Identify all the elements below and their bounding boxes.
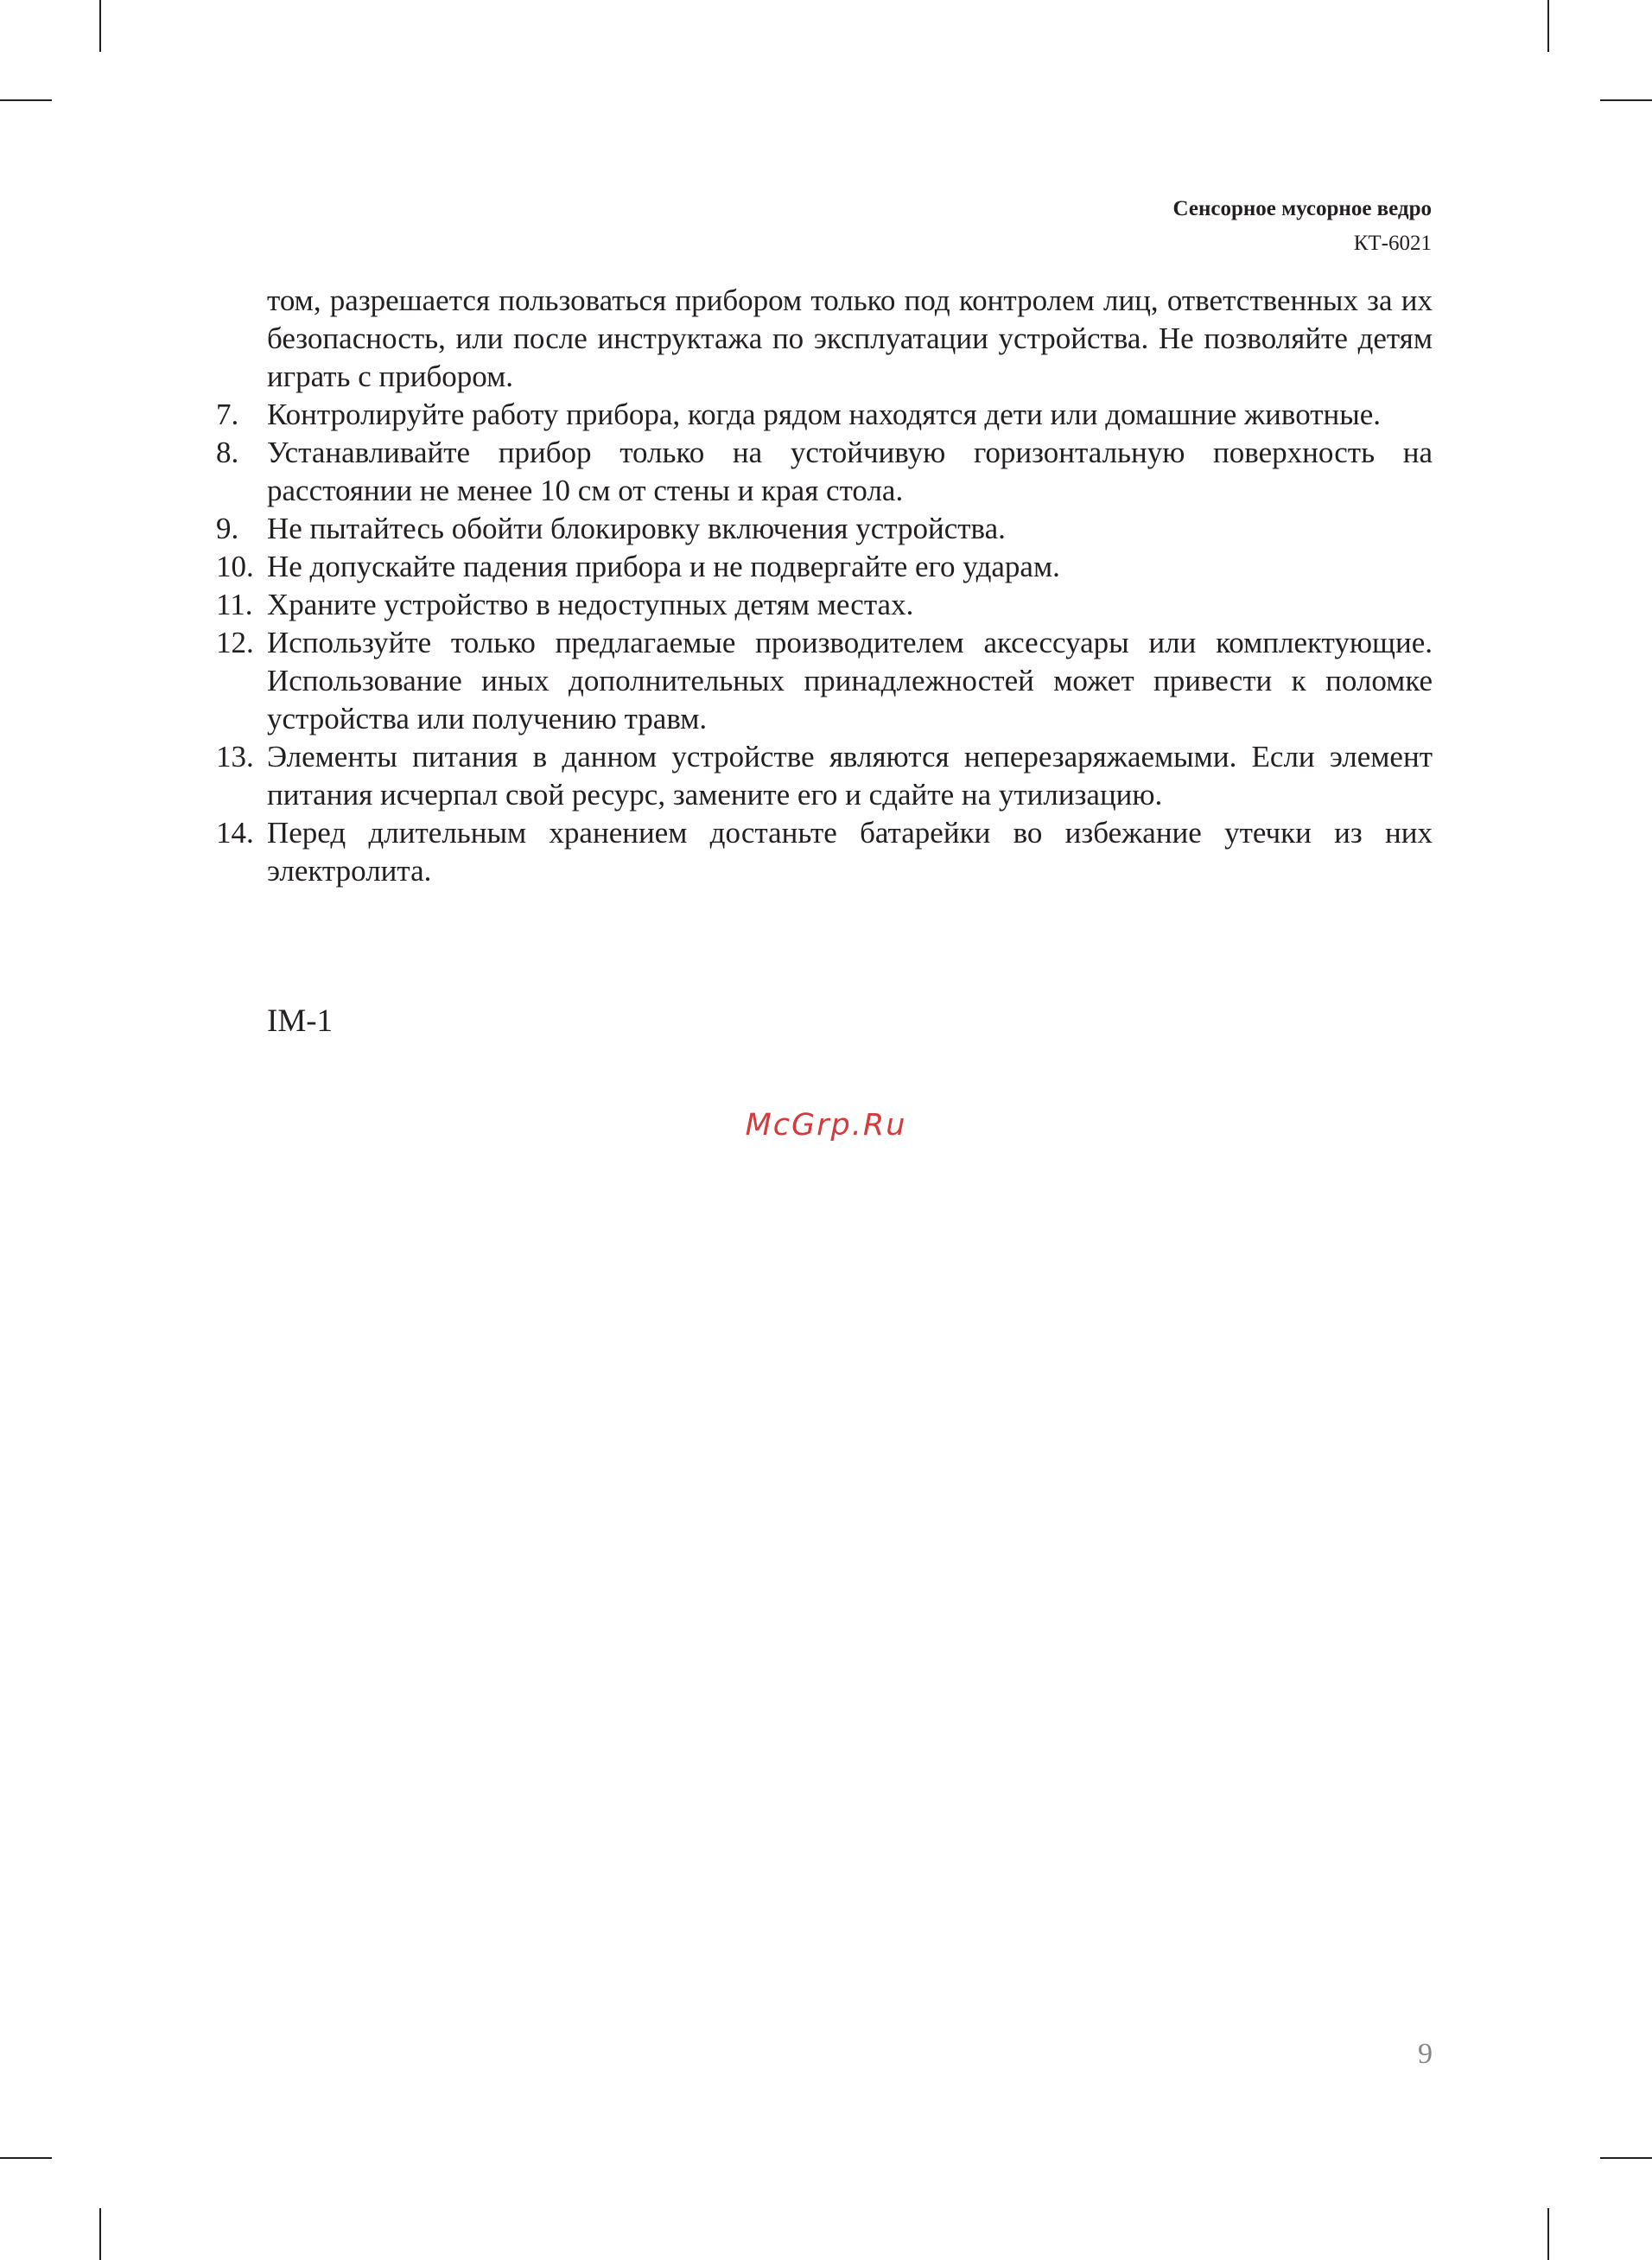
list-item-text: Контролируйте работу прибора, когда рядом находятся дети или домашние животные.	[267, 398, 1382, 431]
list-item-number: 8.	[216, 436, 239, 469]
list-item-number: 7.	[216, 398, 239, 431]
page-number: 9	[1418, 2038, 1433, 2070]
crop-mark-bottom-left-v	[99, 2208, 101, 2260]
list-item-text: Не допускайте падения прибора и не подвергайте его ударам.	[267, 550, 1060, 583]
list-item	[216, 586, 1433, 624]
header-model: КТ-6021	[1353, 232, 1432, 255]
list-item-number: 9.	[216, 512, 239, 545]
crop-mark-top-left-v	[99, 0, 101, 52]
crop-mark-bottom-right-h	[1600, 2157, 1652, 2159]
list-item	[216, 396, 1433, 434]
list-item	[216, 738, 1433, 814]
list-item-text: Используйте только предлагаемые производителем аксессуары или комплектующие. Использование иных дополнительных принадлежностей может привести к поломке устройства или получению травм.	[267, 626, 1433, 735]
watermark-text: McGrp.Ru	[745, 1108, 907, 1143]
list-item-text: Храните устройство в недоступных детям местах.	[267, 588, 914, 621]
crop-mark-bottom-left-h	[0, 2157, 52, 2159]
list-item-text: Не пытайтесь обойти блокировку включения устройства.	[267, 512, 1006, 545]
safety-instructions-list	[216, 282, 1433, 890]
list-item-text: Перед длительным хранением достаньте батарейки во избежание утечки из них электролита.	[267, 816, 1433, 888]
document-code: IM-1	[267, 1003, 334, 1039]
list-item-number: 12.	[216, 626, 254, 659]
header-title: Сенсорное мусорное ведро	[1172, 197, 1432, 220]
list-item	[216, 548, 1433, 586]
list-item	[216, 434, 1433, 510]
crop-mark-top-right-h	[1600, 99, 1652, 101]
list-item-number: 10.	[216, 550, 254, 583]
crop-mark-bottom-right-v	[1547, 2208, 1549, 2260]
list-item-text: Устанавливайте прибор только на устойчивую горизонтальную поверхность на расстоянии не менее 10 см от стены и края стола.	[267, 436, 1433, 507]
list-item-number: 13.	[216, 740, 254, 773]
list-item	[216, 624, 1433, 738]
list-item-number: 14.	[216, 816, 254, 850]
list-item	[216, 814, 1433, 890]
list-item-number: 11.	[216, 588, 253, 621]
crop-mark-top-left-h	[0, 99, 52, 101]
list-item	[216, 282, 1433, 396]
list-item-text: Элементы питания в данном устройстве являются неперезаряжаемыми. Если элемент питания исчерпал свой ресурс, замените его и сдайте на утилизацию.	[267, 740, 1433, 812]
list-item-text: том, разрешается пользоваться прибором только под контролем лиц, ответственных за их безопасность, или после инструктажа по эксплуатации устройства. Не позволяйте детям играть с прибором.	[267, 283, 1433, 393]
list-item	[216, 510, 1433, 548]
crop-mark-top-right-v	[1547, 0, 1549, 52]
running-header	[1173, 192, 1432, 261]
